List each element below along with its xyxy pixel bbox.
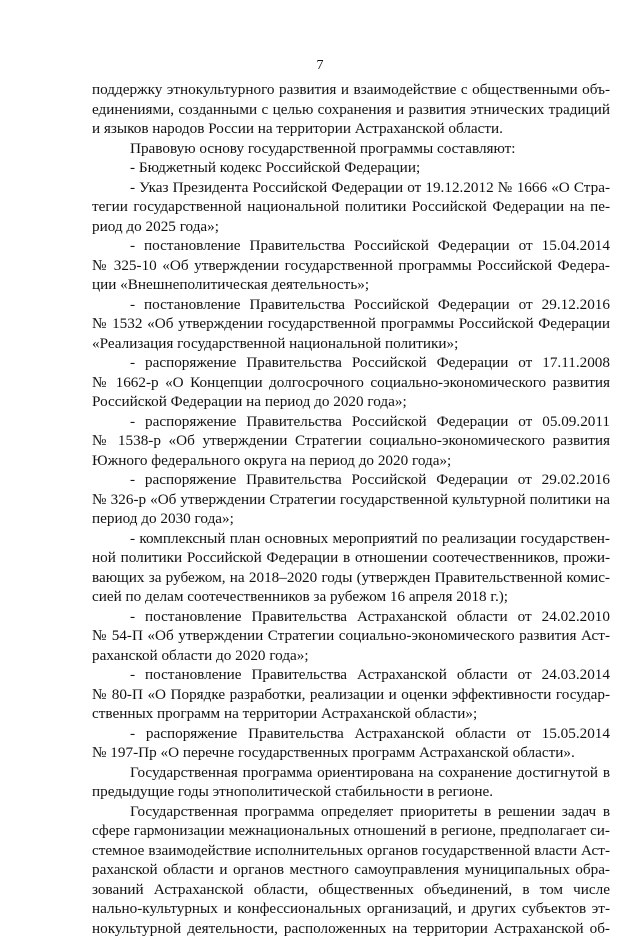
text-line: - постановление Правительства Российской Федерации от 15.04.2014 bbox=[92, 236, 610, 256]
text-line: - распоряжение Правительства Российской Федерации от 29.02.2016 bbox=[92, 470, 610, 490]
text-line: поддержку этнокультурного развития и взаимодействие с общественными объ- bbox=[92, 80, 610, 100]
text-line: ции «Внешнеполитическая деятельность»; bbox=[92, 275, 610, 295]
text-line: единениями, созданными с целью сохранения и развития этнических традиций bbox=[92, 100, 610, 120]
text-line: - комплексный план основных мероприятий по реализации государствен- bbox=[92, 529, 610, 549]
text-line: ной политики Российской Федерации в отношении соотечественников, прожи- bbox=[92, 548, 610, 568]
text-line: - распоряжение Правительства Астраханской области от 15.05.2014 bbox=[92, 724, 610, 744]
text-line: зований Астраханской области, общественных объединений, в том числе bbox=[92, 880, 610, 900]
text-line: сией по делам соотечественников за рубежом 16 апреля 2018 г.); bbox=[92, 587, 610, 607]
body-text bbox=[92, 80, 610, 938]
text-line: риод до 2025 года»; bbox=[92, 217, 610, 237]
text-line: нокультурной деятельности, расположенных на территории Астраханской об- bbox=[92, 919, 610, 938]
text-line: - Бюджетный кодекс Российской Федерации; bbox=[92, 158, 610, 178]
text-line: № 80-П «О Порядке разработки, реализации и оценки эффективности государ- bbox=[92, 685, 610, 705]
text-line: - постановление Правительства Российской Федерации от 29.12.2016 bbox=[92, 295, 610, 315]
text-line: тегии государственной национальной политики Российской Федерации на пе- bbox=[92, 197, 610, 217]
text-line: - распоряжение Правительства Российской Федерации от 17.11.2008 bbox=[92, 353, 610, 373]
text-line: № 1538-р «Об утверждении Стратегии социально-экономического развития bbox=[92, 431, 610, 451]
text-line: Южного федерального округа на период до 2020 года»; bbox=[92, 451, 610, 471]
text-line: «Реализация государственной национальной политики»; bbox=[92, 334, 610, 354]
text-line: нально-культурных и конфессиональных организаций, и других субъектов эт- bbox=[92, 899, 610, 919]
text-line: - постановление Правительства Астраханской области от 24.03.2014 bbox=[92, 665, 610, 685]
text-line: № 325-10 «Об утверждении государственной программы Российской Федера- bbox=[92, 256, 610, 276]
text-line: раханской области до 2020 года»; bbox=[92, 646, 610, 666]
text-line: предыдущие годы этнополитической стабильности в регионе. bbox=[92, 782, 610, 802]
text-line: сфере гармонизации межнациональных отношений в регионе, предполагает си- bbox=[92, 821, 610, 841]
text-line: ственных программ на территории Астраханской области»; bbox=[92, 704, 610, 724]
page-number: 7 bbox=[0, 58, 640, 74]
text-line: Государственная программа ориентирована на сохранение достигнутой в bbox=[92, 763, 610, 783]
text-line: № 54-П «Об утверждении Стратегии социально-экономического развития Аст- bbox=[92, 626, 610, 646]
text-line: № 197-Пр «О перечне государственных программ Астраханской области». bbox=[92, 743, 610, 763]
text-line: № 1662-р «О Концепции долгосрочного социально-экономического развития bbox=[92, 373, 610, 393]
text-line: стемное взаимодействие исполнительных органов государственной власти Аст- bbox=[92, 841, 610, 861]
text-line: и языков народов России на территории Астраханской области. bbox=[92, 119, 610, 139]
text-line: - Указ Президента Российской Федерации от 19.12.2012 № 1666 «О Стра- bbox=[92, 178, 610, 198]
text-line: раханской области и органов местного самоуправления муниципальных обра- bbox=[92, 860, 610, 880]
text-line: - распоряжение Правительства Российской Федерации от 05.09.2011 bbox=[92, 412, 610, 432]
text-line: вающих за рубежом, на 2018–2020 годы (утвержден Правительственной комис- bbox=[92, 568, 610, 588]
text-line: период до 2030 года»; bbox=[92, 509, 610, 529]
text-line: Государственная программа определяет приоритеты в решении задач в bbox=[92, 802, 610, 822]
text-line: - постановление Правительства Астраханской области от 24.02.2010 bbox=[92, 607, 610, 627]
text-line: Российской Федерации на период до 2020 года»; bbox=[92, 392, 610, 412]
text-line: № 1532 «Об утверждении государственной программы Российской Федерации bbox=[92, 314, 610, 334]
text-line: № 326-р «Об утверждении Стратегии государственной культурной политики на bbox=[92, 490, 610, 510]
text-line: Правовую основу государственной программы составляют: bbox=[92, 139, 610, 159]
